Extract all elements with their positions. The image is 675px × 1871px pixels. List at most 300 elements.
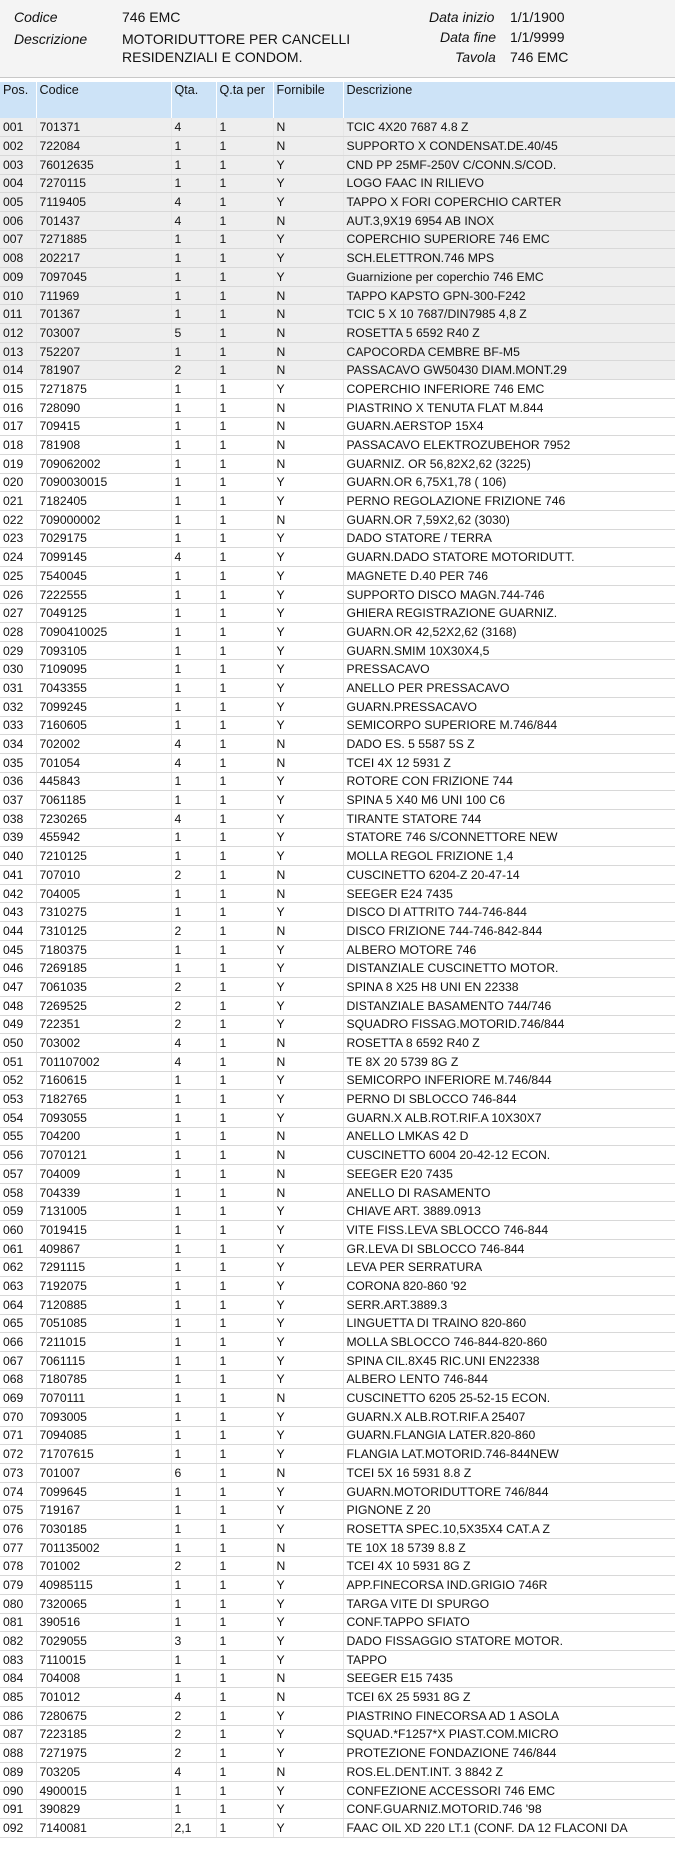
cell-codice: 40985115 [36, 1576, 171, 1595]
cell-qta: 1 [171, 623, 216, 642]
table-row [0, 1389, 675, 1408]
cell-qta-per: 1 [216, 286, 273, 305]
cell-qta: 1 [171, 660, 216, 679]
cell-qta: 5 [171, 324, 216, 343]
cell-descrizione: TAPPO [343, 1650, 675, 1669]
cell-fornibile: Y [273, 1090, 343, 1109]
cell-descrizione: ANELLO LMKAS 42 D [343, 1127, 675, 1146]
cell-codice: 781907 [36, 361, 171, 380]
cell-pos: 050 [0, 1034, 36, 1053]
table-row [0, 753, 675, 772]
cell-qta: 1 [171, 529, 216, 548]
column-header-qta: Qta. [171, 82, 216, 118]
cell-pos: 006 [0, 211, 36, 230]
cell-fornibile: Y [273, 1706, 343, 1725]
cell-qta-per: 1 [216, 1090, 273, 1109]
table-row [0, 1407, 675, 1426]
cell-pos: 070 [0, 1407, 36, 1426]
cell-codice: 202217 [36, 249, 171, 268]
cell-codice: 7070121 [36, 1146, 171, 1165]
table-row [0, 1333, 675, 1352]
cell-qta-per: 1 [216, 884, 273, 903]
cell-qta: 1 [171, 1426, 216, 1445]
cell-qta-per: 1 [216, 623, 273, 642]
cell-fornibile: Y [273, 1258, 343, 1277]
cell-codice: 7180375 [36, 940, 171, 959]
cell-pos: 082 [0, 1632, 36, 1651]
cell-codice: 722351 [36, 1015, 171, 1034]
cell-qta: 1 [171, 305, 216, 324]
cell-descrizione: GUARN.X ALB.ROT.RIF.A 25407 [343, 1407, 675, 1426]
table-row [0, 585, 675, 604]
cell-codice: 7291115 [36, 1258, 171, 1277]
cell-descrizione: PIASTRINO X TENUTA FLAT M.844 [343, 398, 675, 417]
table-row [0, 174, 675, 193]
cell-qta-per: 1 [216, 1295, 273, 1314]
codice-value: 746 EMC [122, 9, 181, 25]
cell-qta-per: 1 [216, 174, 273, 193]
cell-codice: 701054 [36, 753, 171, 772]
table-row [0, 155, 675, 174]
cell-qta-per: 1 [216, 380, 273, 399]
cell-pos: 007 [0, 230, 36, 249]
cell-fornibile: Y [273, 716, 343, 735]
cell-qta: 4 [171, 193, 216, 212]
table-row [0, 1370, 675, 1389]
cell-pos: 046 [0, 959, 36, 978]
table-row [0, 1314, 675, 1333]
cell-pos: 067 [0, 1351, 36, 1370]
cell-descrizione: SPINA CIL.8X45 RIC.UNI EN22338 [343, 1351, 675, 1370]
cell-descrizione: PRESSACAVO [343, 660, 675, 679]
cell-qta: 1 [171, 903, 216, 922]
cell-pos: 063 [0, 1277, 36, 1296]
cell-fornibile: N [273, 1034, 343, 1053]
cell-qta: 1 [171, 454, 216, 473]
cell-descrizione: ALBERO MOTORE 746 [343, 940, 675, 959]
cell-descrizione: SEMICORPO SUPERIORE M.746/844 [343, 716, 675, 735]
cell-pos: 019 [0, 454, 36, 473]
cell-codice: 7192075 [36, 1277, 171, 1296]
cell-qta-per: 1 [216, 1221, 273, 1240]
table-row [0, 286, 675, 305]
cell-codice: 709000002 [36, 510, 171, 529]
cell-descrizione: CUSCINETTO 6204-Z 20-47-14 [343, 866, 675, 885]
table-row [0, 1034, 675, 1053]
cell-pos: 015 [0, 380, 36, 399]
table-row [0, 1632, 675, 1651]
cell-fornibile: Y [273, 623, 343, 642]
cell-codice: 711969 [36, 286, 171, 305]
cell-pos: 058 [0, 1183, 36, 1202]
cell-pos: 035 [0, 753, 36, 772]
cell-qta-per: 1 [216, 1202, 273, 1221]
table-row [0, 641, 675, 660]
table-row [0, 1501, 675, 1520]
cell-fornibile: Y [273, 847, 343, 866]
cell-qta: 4 [171, 211, 216, 230]
table-row [0, 1594, 675, 1613]
cell-pos: 051 [0, 1052, 36, 1071]
cell-fornibile: N [273, 1146, 343, 1165]
cell-qta-per: 1 [216, 1034, 273, 1053]
cell-qta: 1 [171, 1183, 216, 1202]
cell-descrizione: PERNO REGOLAZIONE FRIZIONE 746 [343, 492, 675, 511]
cell-qta-per: 1 [216, 1407, 273, 1426]
cell-qta-per: 1 [216, 809, 273, 828]
cell-qta: 1 [171, 1669, 216, 1688]
cell-descrizione: DADO ES. 5 5587 5S Z [343, 735, 675, 754]
cell-pos: 008 [0, 249, 36, 268]
cell-qta: 1 [171, 1650, 216, 1669]
cell-qta: 1 [171, 155, 216, 174]
cell-qta-per: 1 [216, 473, 273, 492]
cell-pos: 038 [0, 809, 36, 828]
cell-pos: 064 [0, 1295, 36, 1314]
cell-codice: 701437 [36, 211, 171, 230]
cell-fornibile: Y [273, 604, 343, 623]
cell-qta-per: 1 [216, 1501, 273, 1520]
table-row [0, 866, 675, 885]
cell-descrizione: TE 10X 18 5739 8.8 Z [343, 1538, 675, 1557]
table-row [0, 1464, 675, 1483]
cell-qta-per: 1 [216, 249, 273, 268]
cell-qta: 1 [171, 473, 216, 492]
cell-pos: 059 [0, 1202, 36, 1221]
cell-codice: 7051085 [36, 1314, 171, 1333]
cell-fornibile: Y [273, 1426, 343, 1445]
cell-codice: 703205 [36, 1763, 171, 1782]
cell-descrizione: TAPPO X FORI COPERCHIO CARTER [343, 193, 675, 212]
cell-qta: 1 [171, 1501, 216, 1520]
table-row [0, 193, 675, 212]
column-header-descrizione: Descrizione [343, 82, 675, 118]
cell-fornibile: Y [273, 1239, 343, 1258]
cell-pos: 053 [0, 1090, 36, 1109]
cell-qta-per: 1 [216, 1650, 273, 1669]
cell-fornibile: Y [273, 1445, 343, 1464]
cell-qta-per: 1 [216, 1351, 273, 1370]
cell-descrizione: CND PP 25MF-250V C/CONN.S/COD. [343, 155, 675, 174]
cell-codice: 7310125 [36, 922, 171, 941]
cell-codice: 7061185 [36, 791, 171, 810]
table-row [0, 1052, 675, 1071]
table-row [0, 1239, 675, 1258]
cell-codice: 7094085 [36, 1426, 171, 1445]
cell-qta: 1 [171, 1108, 216, 1127]
table-row [0, 1819, 675, 1838]
cell-descrizione: DADO FISSAGGIO STATORE MOTOR. [343, 1632, 675, 1651]
cell-pos: 040 [0, 847, 36, 866]
cell-codice: 7043355 [36, 679, 171, 698]
cell-qta: 1 [171, 716, 216, 735]
cell-fornibile: N [273, 137, 343, 156]
cell-qta: 2 [171, 1015, 216, 1034]
cell-qta: 1 [171, 268, 216, 287]
table-row [0, 697, 675, 716]
cell-pos: 027 [0, 604, 36, 623]
cell-fornibile: N [273, 1389, 343, 1408]
cell-qta-per: 1 [216, 1763, 273, 1782]
cell-descrizione: TIRANTE STATORE 744 [343, 809, 675, 828]
cell-fornibile: Y [273, 1221, 343, 1240]
cell-descrizione: DISCO DI ATTRITO 744-746-844 [343, 903, 675, 922]
table-row [0, 417, 675, 436]
cell-pos: 068 [0, 1370, 36, 1389]
cell-qta-per: 1 [216, 436, 273, 455]
cell-codice: 728090 [36, 398, 171, 417]
table-row [0, 679, 675, 698]
cell-qta-per: 1 [216, 1557, 273, 1576]
table-row [0, 660, 675, 679]
cell-pos: 037 [0, 791, 36, 810]
table-row [0, 1650, 675, 1669]
cell-fornibile: Y [273, 809, 343, 828]
cell-qta: 4 [171, 1034, 216, 1053]
cell-qta-per: 1 [216, 660, 273, 679]
cell-qta: 1 [171, 1407, 216, 1426]
data-inizio-label: Data inizio [429, 9, 495, 25]
table-row [0, 847, 675, 866]
cell-codice: 7097045 [36, 268, 171, 287]
cell-pos: 048 [0, 996, 36, 1015]
table-row [0, 492, 675, 511]
table-row [0, 249, 675, 268]
cell-codice: 7030185 [36, 1520, 171, 1539]
cell-codice: 702002 [36, 735, 171, 754]
cell-qta-per: 1 [216, 268, 273, 287]
table-row [0, 1688, 675, 1707]
cell-fornibile: N [273, 398, 343, 417]
cell-pos: 091 [0, 1800, 36, 1819]
table-row [0, 230, 675, 249]
cell-pos: 083 [0, 1650, 36, 1669]
column-header-fornibile: Fornibile [273, 82, 343, 118]
cell-qta: 2 [171, 1557, 216, 1576]
cell-qta: 1 [171, 1277, 216, 1296]
cell-qta-per: 1 [216, 398, 273, 417]
cell-pos: 043 [0, 903, 36, 922]
cell-fornibile: Y [273, 380, 343, 399]
table-row [0, 922, 675, 941]
cell-descrizione: TCEI 4X 12 5931 Z [343, 753, 675, 772]
tavola-value: 746 EMC [510, 49, 569, 65]
cell-codice: 7029055 [36, 1632, 171, 1651]
cell-fornibile: N [273, 866, 343, 885]
cell-codice: 7222555 [36, 585, 171, 604]
cell-codice: 7140081 [36, 1819, 171, 1838]
cell-descrizione: DISTANZIALE BASAMENTO 744/746 [343, 996, 675, 1015]
cell-qta: 4 [171, 1688, 216, 1707]
cell-qta: 1 [171, 342, 216, 361]
cell-descrizione: GUARN.OR 42,52X2,62 (3168) [343, 623, 675, 642]
cell-descrizione: TCIC 5 X 10 7687/DIN7985 4,8 Z [343, 305, 675, 324]
cell-qta-per: 1 [216, 417, 273, 436]
cell-qta: 1 [171, 1127, 216, 1146]
cell-fornibile: Y [273, 1520, 343, 1539]
cell-codice: 4900015 [36, 1781, 171, 1800]
table-row [0, 1763, 675, 1782]
cell-qta-per: 1 [216, 791, 273, 810]
cell-pos: 042 [0, 884, 36, 903]
cell-qta-per: 1 [216, 1108, 273, 1127]
cell-qta-per: 1 [216, 211, 273, 230]
cell-codice: 704005 [36, 884, 171, 903]
cell-qta-per: 1 [216, 193, 273, 212]
cell-pos: 062 [0, 1258, 36, 1277]
cell-codice: 7210125 [36, 847, 171, 866]
cell-pos: 080 [0, 1594, 36, 1613]
cell-qta-per: 1 [216, 1800, 273, 1819]
cell-descrizione: MAGNETE D.40 PER 746 [343, 567, 675, 586]
cell-pos: 001 [0, 118, 36, 137]
table-row [0, 623, 675, 642]
table-row [0, 809, 675, 828]
cell-codice: 7099645 [36, 1482, 171, 1501]
cell-qta: 1 [171, 380, 216, 399]
cell-fornibile: N [273, 324, 343, 343]
cell-descrizione: COPERCHIO INFERIORE 746 EMC [343, 380, 675, 399]
cell-qta-per: 1 [216, 510, 273, 529]
cell-qta-per: 1 [216, 1183, 273, 1202]
cell-qta-per: 1 [216, 585, 273, 604]
cell-qta-per: 1 [216, 1594, 273, 1613]
cell-pos: 012 [0, 324, 36, 343]
cell-fornibile: Y [273, 155, 343, 174]
cell-codice: 7271885 [36, 230, 171, 249]
cell-qta-per: 1 [216, 1071, 273, 1090]
cell-descrizione: CONF.TAPPO SFIATO [343, 1613, 675, 1632]
table-row [0, 1706, 675, 1725]
cell-codice: 7119405 [36, 193, 171, 212]
cell-descrizione: SUPPORTO X CONDENSAT.DE.40/45 [343, 137, 675, 156]
cell-fornibile: Y [273, 1277, 343, 1296]
cell-fornibile: Y [273, 828, 343, 847]
table-row [0, 828, 675, 847]
cell-qta: 4 [171, 548, 216, 567]
cell-codice: 701371 [36, 118, 171, 137]
cell-qta: 1 [171, 398, 216, 417]
cell-fornibile: Y [273, 1744, 343, 1763]
cell-descrizione: GUARN.FLANGIA LATER.820-860 [343, 1426, 675, 1445]
cell-qta-per: 1 [216, 1146, 273, 1165]
cell-codice: 701135002 [36, 1538, 171, 1557]
cell-fornibile: Y [273, 1071, 343, 1090]
cell-codice: 7131005 [36, 1202, 171, 1221]
cell-pos: 085 [0, 1688, 36, 1707]
cell-descrizione: TE 8X 20 5739 8G Z [343, 1052, 675, 1071]
cell-codice: 707010 [36, 866, 171, 885]
cell-fornibile: Y [273, 772, 343, 791]
cell-fornibile: Y [273, 1202, 343, 1221]
cell-descrizione: AUT.3,9X19 6954 AB INOX [343, 211, 675, 230]
cell-pos: 088 [0, 1744, 36, 1763]
cell-descrizione: DISTANZIALE CUSCINETTO MOTOR. [343, 959, 675, 978]
table-row [0, 510, 675, 529]
cell-fornibile: N [273, 1688, 343, 1707]
cell-qta: 1 [171, 1389, 216, 1408]
table-row [0, 548, 675, 567]
cell-descrizione: VITE FISS.LEVA SBLOCCO 746-844 [343, 1221, 675, 1240]
cell-qta-per: 1 [216, 361, 273, 380]
table-row [0, 735, 675, 754]
cell-pos: 005 [0, 193, 36, 212]
descrizione-value-line1: MOTORIDUTTORE PER CANCELLI [122, 31, 351, 47]
cell-pos: 092 [0, 1819, 36, 1838]
cell-pos: 036 [0, 772, 36, 791]
cell-fornibile: N [273, 211, 343, 230]
cell-fornibile: Y [273, 1108, 343, 1127]
cell-descrizione: SQUAD.*F1257*X PIAST.COM.MICRO [343, 1725, 675, 1744]
table-row [0, 211, 675, 230]
table-row [0, 959, 675, 978]
cell-descrizione: TARGA VITE DI SPURGO [343, 1594, 675, 1613]
table-row [0, 436, 675, 455]
cell-fornibile: N [273, 342, 343, 361]
cell-fornibile: Y [273, 791, 343, 810]
cell-fornibile: Y [273, 1725, 343, 1744]
cell-fornibile: Y [273, 996, 343, 1015]
cell-qta: 1 [171, 585, 216, 604]
cell-descrizione: PASSACAVO GW50430 DIAM.MONT.29 [343, 361, 675, 380]
cell-qta: 1 [171, 1520, 216, 1539]
cell-qta-per: 1 [216, 1165, 273, 1184]
cell-pos: 021 [0, 492, 36, 511]
cell-descrizione: CUSCINETTO 6205 25-52-15 ECON. [343, 1389, 675, 1408]
cell-codice: 7093005 [36, 1407, 171, 1426]
cell-qta-per: 1 [216, 1482, 273, 1501]
cell-qta: 1 [171, 847, 216, 866]
cell-qta-per: 1 [216, 1781, 273, 1800]
cell-descrizione: SEEGER E15 7435 [343, 1669, 675, 1688]
cell-descrizione: TCEI 4X 10 5931 8G Z [343, 1557, 675, 1576]
cell-descrizione: ROSETTA 5 6592 R40 Z [343, 324, 675, 343]
data-fine-value: 1/1/9999 [510, 29, 565, 45]
table-row [0, 567, 675, 586]
cell-codice: 409867 [36, 1239, 171, 1258]
cell-pos: 020 [0, 473, 36, 492]
cell-fornibile: N [273, 454, 343, 473]
cell-descrizione: GUARN.SMIM 10X30X4,5 [343, 641, 675, 660]
cell-descrizione: SEEGER E20 7435 [343, 1165, 675, 1184]
cell-fornibile: N [273, 1127, 343, 1146]
cell-pos: 013 [0, 342, 36, 361]
cell-qta-per: 1 [216, 866, 273, 885]
cell-fornibile: Y [273, 1370, 343, 1389]
cell-pos: 081 [0, 1613, 36, 1632]
cell-codice: 7271975 [36, 1744, 171, 1763]
table-row [0, 716, 675, 735]
cell-descrizione: SPINA 8 X25 H8 UNI EN 22338 [343, 978, 675, 997]
cell-codice: 704008 [36, 1669, 171, 1688]
cell-pos: 078 [0, 1557, 36, 1576]
cell-codice: 7061115 [36, 1351, 171, 1370]
cell-pos: 018 [0, 436, 36, 455]
table-row [0, 1108, 675, 1127]
cell-descrizione: TCIC 4X20 7687 4.8 Z [343, 118, 675, 137]
cell-descrizione: SUPPORTO DISCO MAGN.744-746 [343, 585, 675, 604]
cell-fornibile: Y [273, 641, 343, 660]
cell-qta: 2 [171, 361, 216, 380]
parts-table [0, 82, 675, 1838]
cell-fornibile: Y [273, 1314, 343, 1333]
cell-qta: 1 [171, 604, 216, 623]
cell-descrizione: FAAC OIL XD 220 LT.1 (CONF. DA 12 FLACONI DA [343, 1819, 675, 1838]
table-row [0, 940, 675, 959]
cell-fornibile: N [273, 922, 343, 941]
cell-qta: 1 [171, 249, 216, 268]
table-row [0, 1146, 675, 1165]
